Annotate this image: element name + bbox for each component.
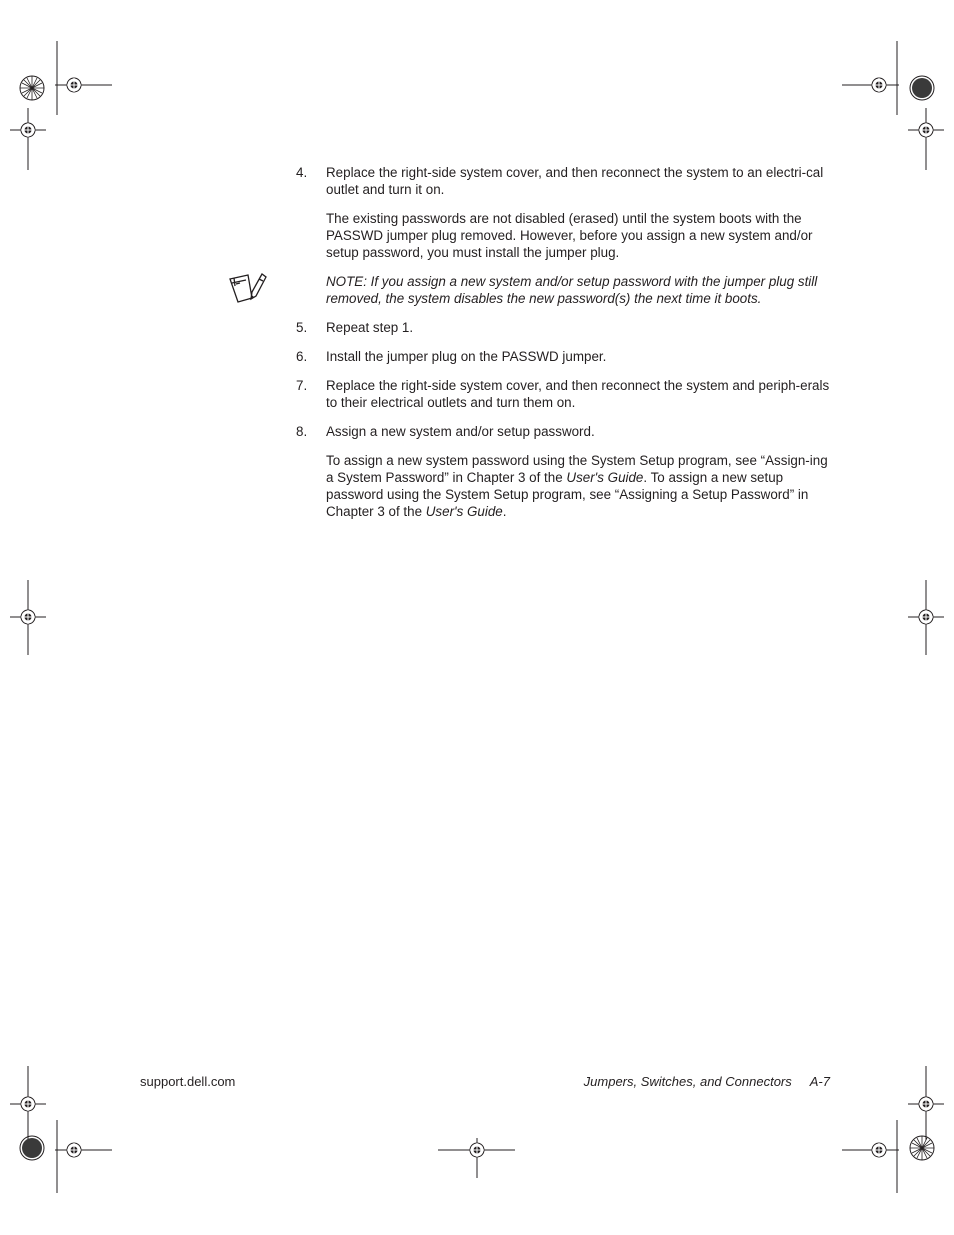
step-number: 8. bbox=[296, 424, 308, 439]
users-guide-reference: User's Guide bbox=[566, 470, 644, 485]
footer-running-head bbox=[584, 1074, 830, 1089]
paragraph-text: . bbox=[502, 504, 507, 519]
step-number: 6. bbox=[296, 349, 308, 364]
step-text: Assign a new system and/or setup password. bbox=[326, 424, 595, 439]
paragraph-text: . To assign a new setup password using the System Setup program, see “Assigning a Setup Password” in Chapter 3 of the bbox=[326, 470, 809, 519]
step-8 bbox=[296, 423, 832, 440]
assign-password-paragraph bbox=[296, 452, 832, 520]
step-text: Replace the right-side system cover, and then reconnect the system to an electri-cal outlet and turn it on. bbox=[326, 165, 824, 197]
footer-chapter-title: Jumpers, Switches, and Connectors bbox=[583, 1074, 792, 1089]
note-pencil-icon bbox=[226, 270, 268, 306]
step-text: Repeat step 1. bbox=[326, 320, 414, 335]
note-block bbox=[296, 273, 832, 307]
passwords-paragraph: The existing passwords are not disabled (erased) until the system boots with the PASSWD jumper plug removed. However, before you assign a new system and/or setup password, you must install the jumper plug. bbox=[326, 211, 813, 260]
users-guide-reference: User's Guide bbox=[425, 504, 503, 519]
step-number: 7. bbox=[296, 378, 308, 393]
footer-website: support.dell.com bbox=[140, 1074, 236, 1089]
paragraph-text: To assign a new system password using the System Setup program, see “Assign-ing a System Password” in Chapter 3 of the bbox=[326, 453, 828, 485]
step-number: 4. bbox=[296, 165, 308, 180]
main-content bbox=[296, 164, 832, 532]
step-text: Install the jumper plug on the PASSWD jumper. bbox=[326, 349, 607, 364]
step-5 bbox=[296, 319, 832, 336]
step-4 bbox=[296, 164, 832, 198]
step-text: Replace the right-side system cover, and then reconnect the system and periph-erals to their electrical outlets and turn them on. bbox=[326, 378, 830, 410]
step-7 bbox=[296, 377, 832, 411]
note-text: NOTE: If you assign a new system and/or setup password with the jumper plug still removed, the system disables the new password(s) the next time it boots. bbox=[326, 274, 818, 306]
step-number: 5. bbox=[296, 320, 308, 335]
step-6 bbox=[296, 348, 832, 365]
page-number: A-7 bbox=[809, 1074, 830, 1089]
